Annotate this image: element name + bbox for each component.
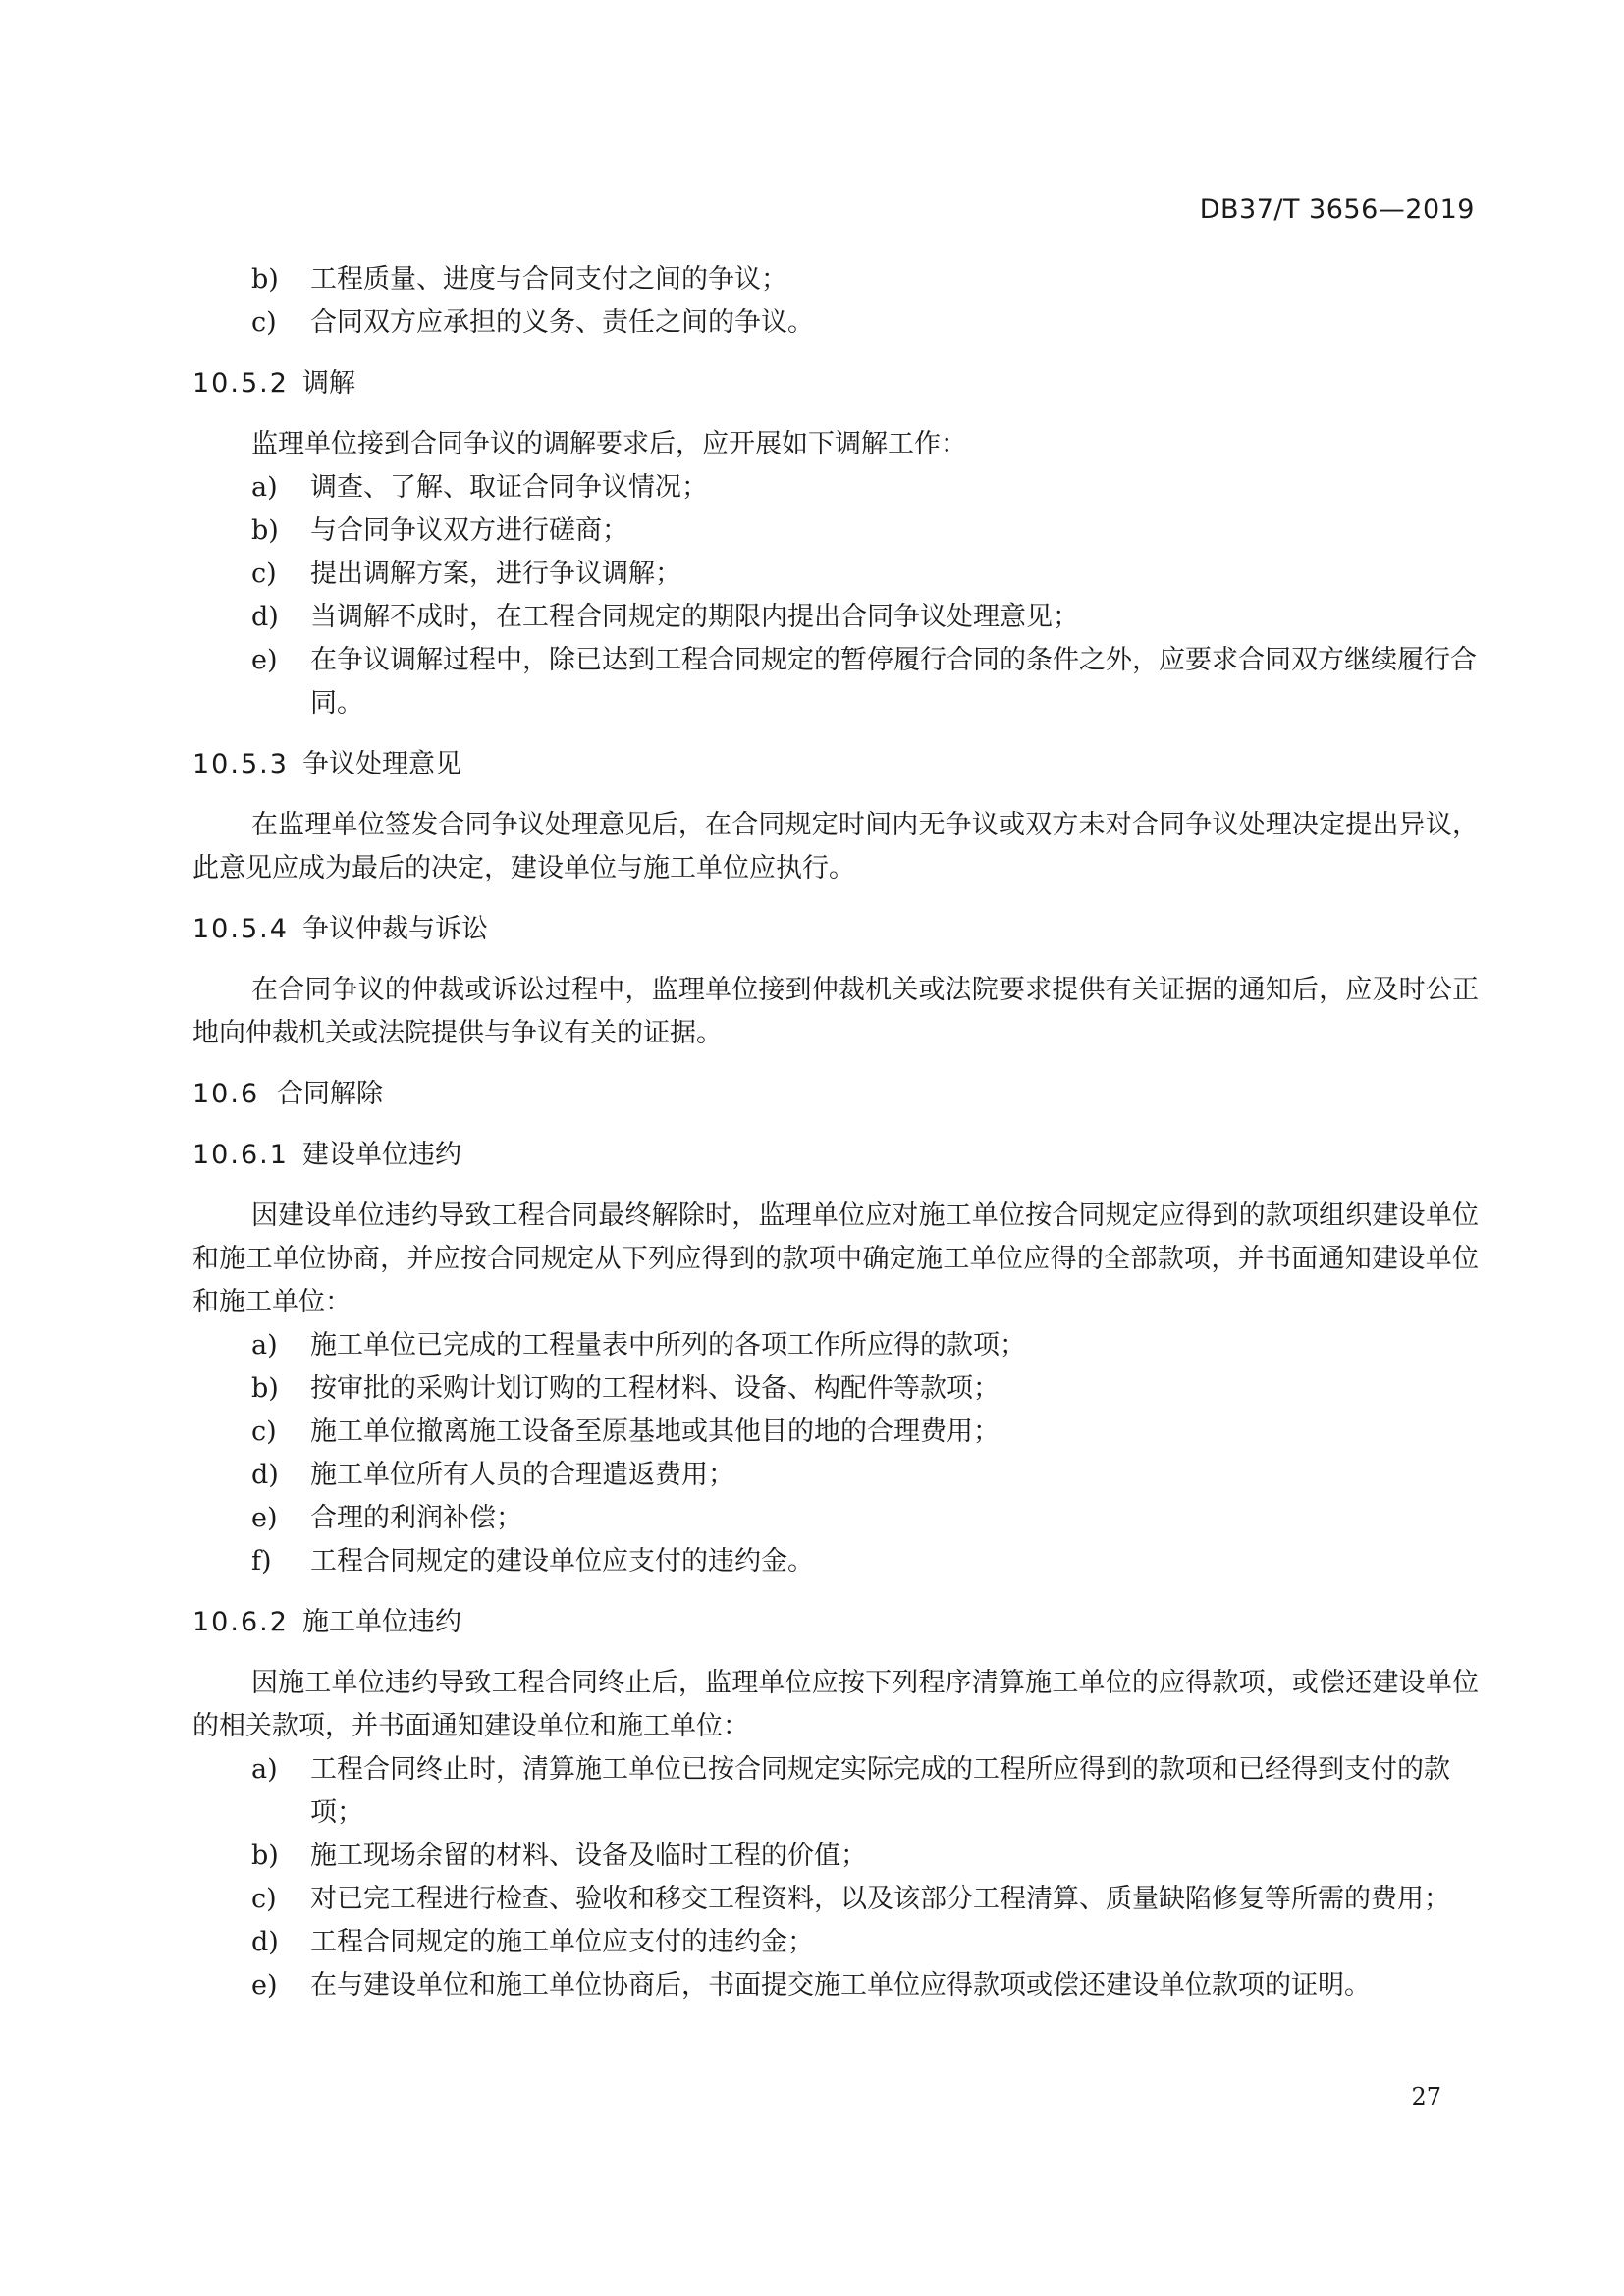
item-label: c) — [251, 307, 277, 338]
item-text: 工程合同终止时，清算施工单位已按合同规定实际完成的工程所应得到的款项和已经得到支付的款项； — [310, 1754, 1450, 1828]
section-number: 10.6 — [192, 1079, 260, 1109]
section-heading-10-5-3 — [192, 743, 1479, 786]
list-item — [192, 1411, 1479, 1454]
item-text: 在与建设单位和施工单位协商后，书面提交施工单位应得款项或偿还建设单位款项的证明。 — [310, 1970, 1371, 2001]
section-number: 10.5.2 — [192, 368, 289, 399]
section-heading-10-6-2 — [192, 1601, 1479, 1644]
item-label: a) — [251, 472, 278, 503]
item-text: 在争议调解过程中，除已达到工程合同规定的暂停履行合同的条件之外，应要求合同双方继续履行合同。 — [310, 645, 1477, 719]
section-number: 10.6.2 — [192, 1607, 289, 1637]
list-item — [192, 466, 1479, 509]
item-label: b) — [251, 1841, 279, 1871]
paragraph: 因建设单位违约导致工程合同最终解除时，监理单位应对施工单位按合同规定应得到的款项组织建设单位和施工单位协商，并应按合同规定从下列应得到的款项中确定施工单位应得的全部款项，并书面通知建设单位和施工单位： — [192, 1201, 1479, 1317]
item-label: d) — [251, 1460, 279, 1490]
item-label: b) — [251, 1373, 279, 1404]
paragraph: 在监理单位签发合同争议处理意见后，在合同规定时间内无争议或双方未对合同争议处理决定提出异议，此意见应成为最后的决定，建设单位与施工单位应执行。 — [192, 810, 1479, 883]
item-label: f) — [251, 1546, 272, 1576]
document-code: DB37/T 3656—2019 — [1199, 194, 1475, 225]
item-label: a) — [251, 1754, 278, 1785]
list-item — [192, 596, 1479, 639]
page-number: 27 — [1411, 2083, 1441, 2110]
item-text: 合同双方应承担的义务、责任之间的争议。 — [310, 307, 814, 338]
item-text: 提出调解方案，进行争议调解； — [310, 559, 681, 589]
list-item — [192, 1367, 1479, 1411]
item-text: 按审批的采购计划订购的工程材料、设备、构配件等款项； — [310, 1373, 1000, 1404]
list-item — [192, 1454, 1479, 1497]
list-item — [192, 1540, 1479, 1583]
section-title: 争议仲裁与诉讼 — [302, 914, 488, 944]
item-text: 当调解不成时，在工程合同规定的期限内提出合同争议处理意见； — [310, 602, 1079, 632]
item-label: c) — [251, 1416, 277, 1447]
item-text: 工程合同规定的施工单位应支付的违约金； — [310, 1927, 814, 1957]
item-text: 工程质量、进度与合同支付之间的争议； — [310, 264, 787, 294]
contractor-breach-list — [192, 1748, 1479, 2007]
section-number: 10.5.3 — [192, 749, 289, 779]
section-number: 10.6.1 — [192, 1140, 289, 1170]
item-text: 对已完工程进行检查、验收和移交工程资料，以及该部分工程清算、质量缺陷修复等所需的费用； — [310, 1884, 1450, 1914]
item-text: 调查、了解、取证合同争议情况； — [310, 472, 708, 503]
item-label: c) — [251, 559, 277, 589]
list-item — [192, 1964, 1479, 2007]
item-text: 与合同争议双方进行磋商； — [310, 515, 628, 546]
item-label: c) — [251, 1884, 277, 1914]
item-text: 施工单位撤离施工设备至原基地或其他目的地的合理费用； — [310, 1416, 1000, 1447]
list-item — [192, 301, 1479, 345]
item-label: e) — [251, 645, 278, 675]
item-label: d) — [251, 1927, 279, 1957]
section-title: 建设单位违约 — [302, 1140, 461, 1170]
item-text: 施工单位所有人员的合理遣返费用； — [310, 1460, 734, 1490]
item-text: 工程合同规定的建设单位应支付的违约金。 — [310, 1546, 814, 1576]
paragraph: 在合同争议的仲裁或诉讼过程中，监理单位接到仲裁机关或法院要求提供有关证据的通知后，应及时公正地向仲裁机关或法院提供与争议有关的证据。 — [192, 975, 1479, 1048]
list-item — [192, 1921, 1479, 1964]
item-label: e) — [251, 1503, 278, 1533]
intro-list — [192, 258, 1479, 345]
section-title: 施工单位违约 — [302, 1607, 461, 1637]
mediation-list — [192, 466, 1479, 725]
section-heading-10-5-4 — [192, 908, 1479, 951]
section-heading-10-5-2 — [192, 362, 1479, 405]
section-title: 调解 — [302, 368, 355, 399]
section-heading-10-6 — [192, 1073, 1479, 1116]
item-label: b) — [251, 264, 279, 294]
owner-breach-list — [192, 1324, 1479, 1583]
list-item — [192, 553, 1479, 596]
item-text: 施工单位已完成的工程量表中所列的各项工作所应得的款项； — [310, 1330, 1026, 1361]
item-label: a) — [251, 1330, 278, 1361]
list-item — [192, 639, 1479, 725]
item-text: 施工现场余留的材料、设备及临时工程的价值； — [310, 1841, 867, 1871]
paragraph: 监理单位接到合同争议的调解要求后，应开展如下调解工作： — [251, 429, 967, 459]
list-item — [192, 1497, 1479, 1540]
list-item — [192, 1835, 1479, 1878]
item-label: b) — [251, 515, 279, 546]
paragraph: 因施工单位违约导致工程合同终止后，监理单位应按下列程序清算施工单位的应得款项，或偿还建设单位的相关款项，并书面通知建设单位和施工单位： — [192, 1668, 1479, 1741]
list-item — [192, 258, 1479, 301]
list-item — [192, 1878, 1479, 1921]
section-title: 争议处理意见 — [302, 749, 461, 779]
section-number: 10.5.4 — [192, 914, 289, 944]
list-item — [192, 509, 1479, 553]
item-label: e) — [251, 1970, 278, 2001]
item-text: 合理的利润补偿； — [310, 1503, 522, 1533]
list-item — [192, 1324, 1479, 1367]
document-body — [192, 258, 1479, 2007]
section-heading-10-6-1 — [192, 1134, 1479, 1177]
list-item — [192, 1748, 1479, 1835]
section-title: 合同解除 — [277, 1079, 383, 1109]
item-label: d) — [251, 602, 279, 632]
